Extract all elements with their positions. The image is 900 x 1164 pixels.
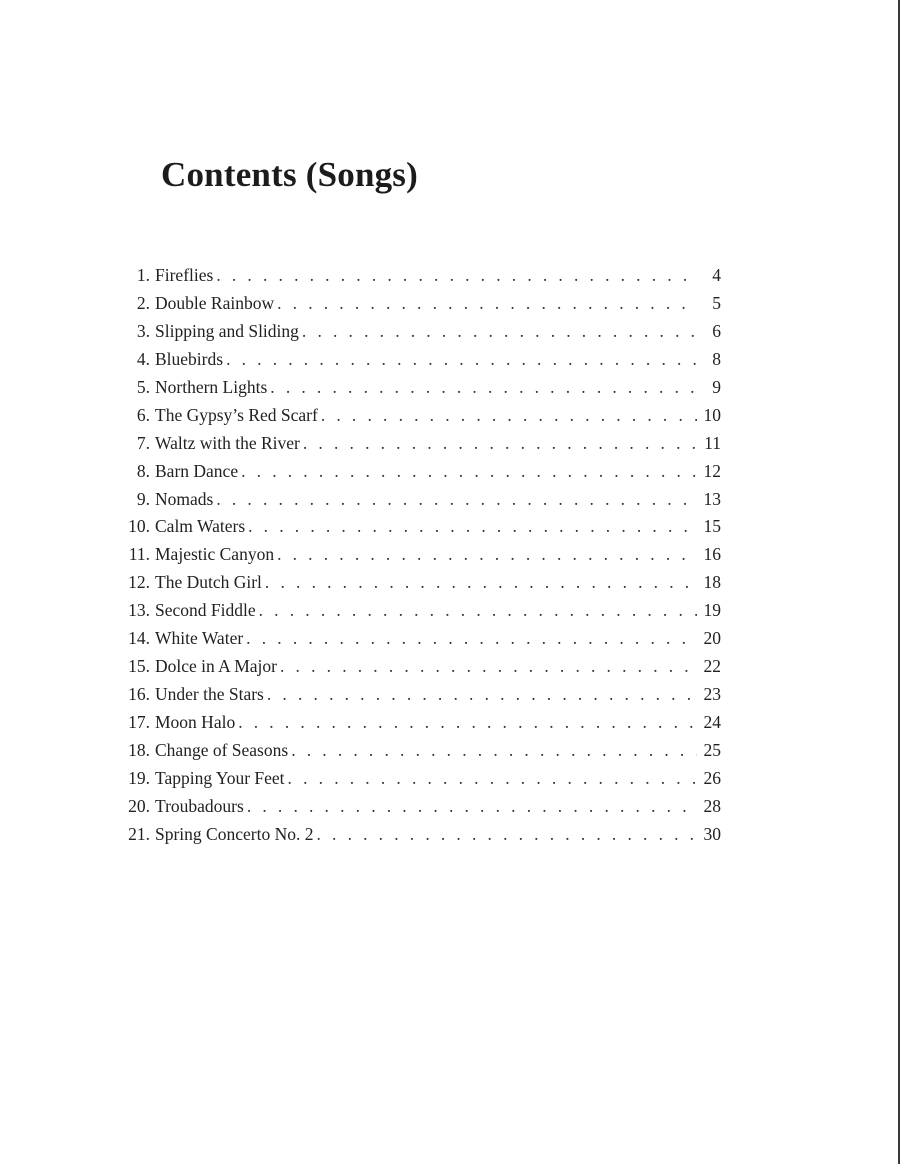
toc-entry-title: Change of Seasons [155,739,289,760]
toc-entry [100,681,721,709]
toc-dot-leader [243,625,697,653]
toc-entry-title: Spring Concerto No. 2 [155,823,314,844]
toc-dot-leader [300,430,697,458]
toc-dot-leader [274,290,697,318]
toc-entry [100,513,721,541]
toc-dot-leader [264,681,697,709]
toc-entry [100,430,721,458]
toc-entry [100,541,721,569]
toc-entry-title: Double Rainbow [155,292,275,313]
toc-entry-title: Nomads [155,488,214,509]
toc-entry-page-number: 23 [703,684,721,705]
toc-dot-leader [274,541,697,569]
toc-entry [100,262,721,290]
toc-entry-number: 11. [128,544,150,565]
toc-entry [100,318,721,346]
toc-dot-leader [213,486,697,514]
toc-entry-title: Waltz with the River [155,432,300,453]
toc-entry-number: 19. [128,767,150,788]
toc-entry-number: 18. [128,739,150,760]
toc-entry-page-number: 20 [703,628,721,649]
toc-entry-title: Under the Stars [155,684,264,705]
toc-entry-title: Troubadours [155,795,244,816]
toc-entry [100,653,721,681]
toc-dot-leader [238,458,697,486]
toc-entry-title: Calm Waters [155,516,246,537]
toc-entry-title: Dolce in A Major [155,656,277,677]
toc-entry [100,821,721,849]
toc-entry-number: 20. [128,795,150,816]
toc-entry [100,569,721,597]
toc-entry-title: Slipping and Sliding [155,320,299,341]
toc-dot-leader [313,821,697,849]
toc-entry-number: 1. [136,265,150,285]
toc-entry [100,793,721,821]
toc-dot-leader [223,346,697,374]
toc-dot-leader [277,653,697,681]
toc-entry [100,765,721,793]
toc-entry-title: White Water [155,628,244,649]
toc-entry-page-number: 24 [703,712,721,732]
toc-entry-page-number: 30 [703,823,721,844]
toc-entry-page-number: 15 [703,516,721,537]
toc-dot-leader [245,513,697,541]
toc-entry-title: Moon Halo [155,712,236,732]
toc-entry-number: 9. [136,488,150,509]
toc-entry-title: Majestic Canyon [155,544,275,565]
toc-dot-leader [318,402,697,430]
toc-dot-leader [244,793,697,821]
toc-entry-page-number: 18 [703,572,721,593]
toc-entry-page-number: 4 [712,265,721,285]
toc-entry-title: The Gypsy’s Red Scarf [155,404,318,425]
toc-entry-page-number: 12 [703,460,721,481]
toc-entry [100,402,721,430]
toc-entry-title: Fireflies [155,265,214,285]
toc-entry-number: 5. [136,376,150,397]
toc-entry-page-number: 19 [703,600,721,621]
toc-entry-page-number: 6 [712,320,721,341]
toc-entry-number: 16. [128,684,150,705]
table-of-contents [100,262,721,849]
toc-entry [100,709,721,737]
toc-entry-page-number: 8 [712,348,721,369]
toc-entry-title: Tapping Your Feet [155,767,285,788]
toc-entry-number: 3. [136,320,150,341]
toc-entry-page-number: 10 [703,404,721,425]
toc-entry-number: 17. [128,712,150,732]
toc-entry-number: 13. [128,600,150,621]
toc-dot-leader [285,765,697,793]
toc-entry-number: 2. [136,292,150,313]
toc-entry-number: 12. [128,572,150,593]
toc-dot-leader [235,709,697,737]
toc-entry-title: Barn Dance [155,460,239,481]
toc-dot-leader [213,262,697,290]
page-title: Contents (Songs) [161,155,418,194]
toc-entry [100,486,721,514]
toc-dot-leader [256,597,697,625]
toc-entry-page-number: 16 [703,544,721,565]
toc-entry-number: 8. [136,460,150,481]
toc-entry-page-number: 11 [704,432,721,453]
toc-entry-title: The Dutch Girl [155,572,262,593]
toc-entry-page-number: 13 [703,488,721,509]
toc-entry-page-number: 9 [712,376,721,397]
toc-entry-number: 15. [128,656,150,677]
toc-entry-number: 6. [136,404,150,425]
toc-dot-leader [288,737,697,765]
toc-entry [100,374,721,402]
toc-dot-leader [299,318,697,346]
toc-entry [100,290,721,318]
toc-entry [100,597,721,625]
toc-dot-leader [262,569,697,597]
toc-entry [100,458,721,486]
toc-entry-page-number: 22 [703,656,721,677]
toc-entry-page-number: 5 [712,292,721,313]
toc-entry-page-number: 25 [703,739,721,760]
toc-entry-title: Second Fiddle [155,600,256,621]
toc-entry [100,625,721,653]
toc-entry [100,346,721,374]
toc-entry-number: 10. [128,516,150,537]
toc-entry-title: Bluebirds [155,348,224,369]
toc-entry-number: 7. [136,432,150,453]
toc-entry-number: 21. [128,823,150,844]
toc-entry [100,737,721,765]
toc-entry-page-number: 26 [703,767,721,788]
toc-entry-number: 4. [136,348,150,369]
toc-dot-leader [267,374,697,402]
toc-entry-title: Northern Lights [155,376,268,397]
toc-entry-page-number: 28 [703,795,721,816]
toc-entry-number: 14. [128,628,150,649]
